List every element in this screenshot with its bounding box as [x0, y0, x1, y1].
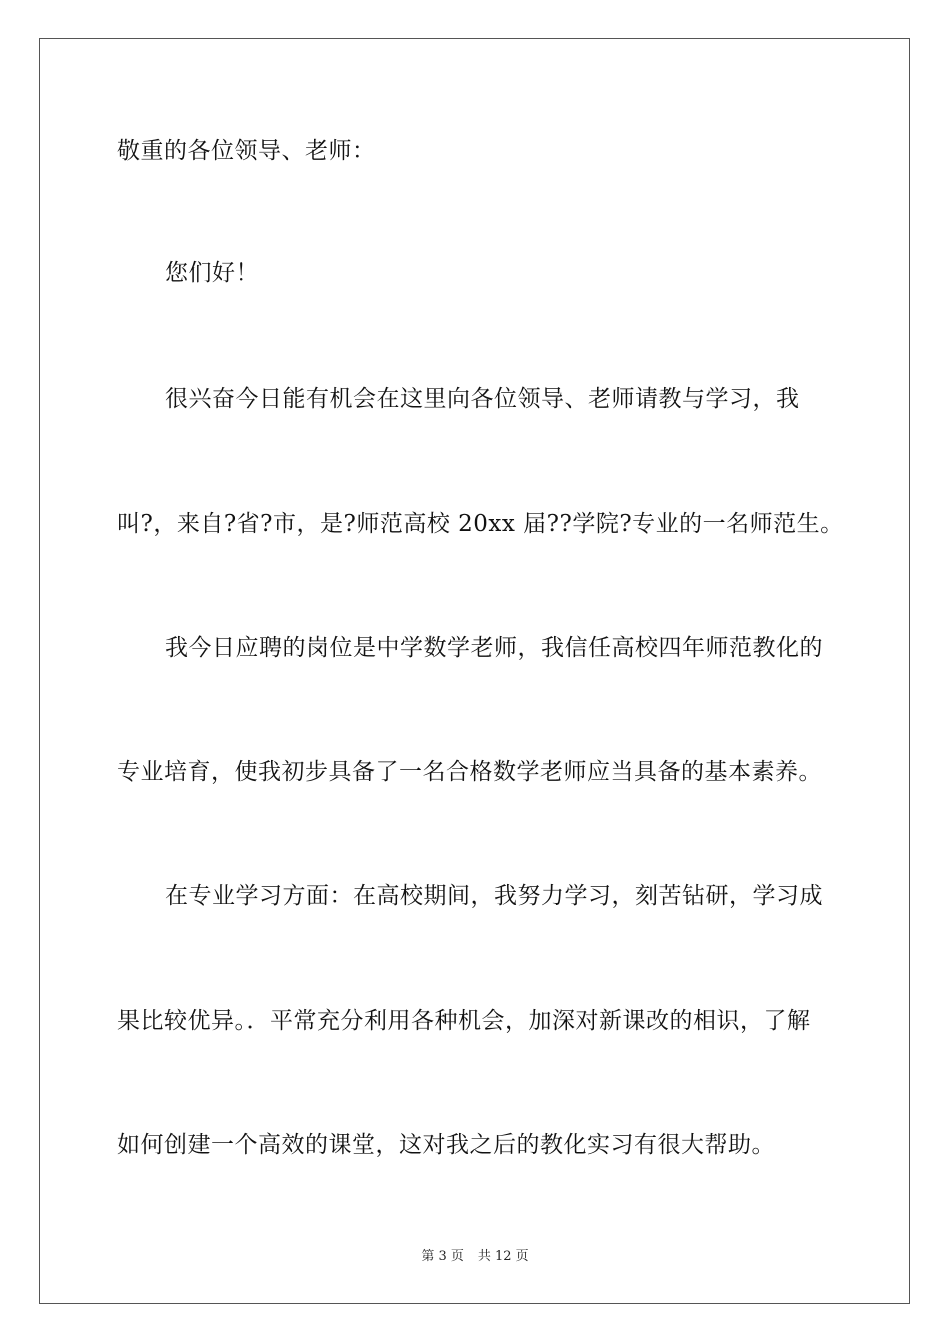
page-footer	[0, 1248, 950, 1266]
paragraph-line: 在专业学习方面：在高校期间，我努力学习，刻苦钻研，学习成	[165, 883, 823, 909]
page-border	[39, 38, 910, 1304]
paragraph-line: 很兴奋今日能有机会在这里向各位领导、老师请教与学习，我	[165, 386, 800, 412]
page-total: 共 12 页	[477, 1249, 529, 1264]
salutation: 敬重的各位领导、老师：	[117, 138, 376, 164]
paragraph-line: 如何创建一个高效的课堂，这对我之后的教化实习有很大帮助。	[117, 1132, 775, 1158]
paragraph-line: 果比较优异。．平常充分利用各种机会，加深对新课改的相识，了解	[117, 1008, 811, 1034]
paragraph-line: 叫?，来自?省?市，是?师范高校 20xx 届??学院?专业的一名师范生。	[117, 511, 844, 537]
greeting-line: 您们好！	[165, 260, 259, 286]
paragraph-line: 我今日应聘的岗位是中学数学老师，我信任高校四年师范教化的	[165, 635, 823, 661]
page-number: 第 3 页	[421, 1249, 464, 1264]
paragraph-line: 专业培育，使我初步具备了一名合格数学老师应当具备的基本素养。	[117, 759, 822, 785]
